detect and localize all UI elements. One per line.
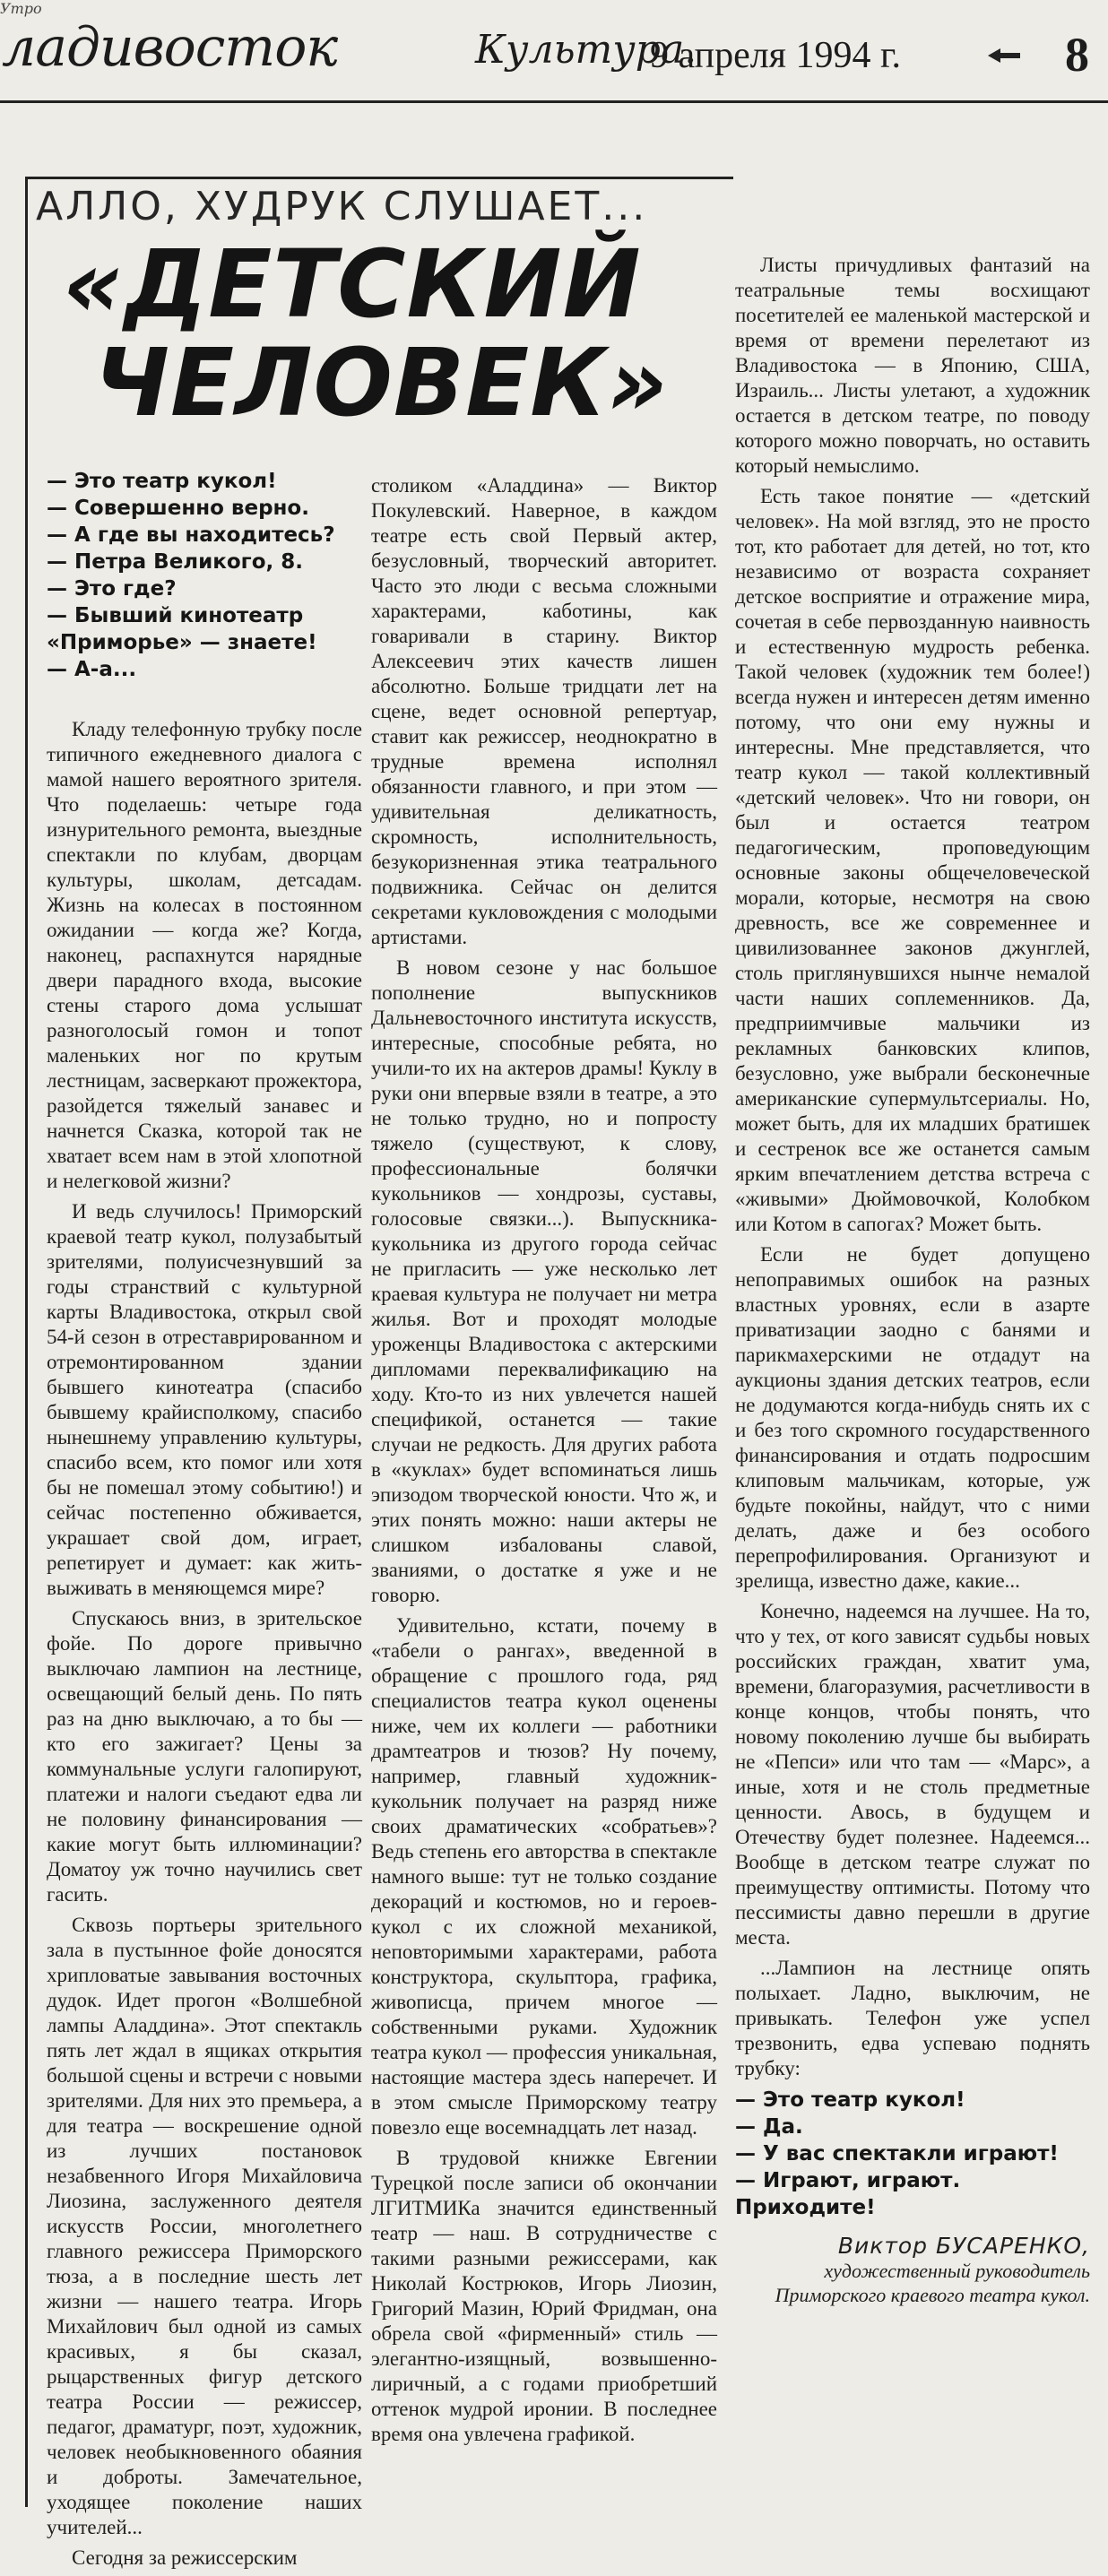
- paragraph: Если не будет допущено непоправимых ошибок на разных властных уровнях, если в азарте приватизации заодно с банями и парикмахерскими не отдадут на аукционы здания детских театров, если не додумаются когда-нибудь снять их с и без того скромного государственного финансирования и отдать подросшим клиповым мальчикам, которые, уж будьте покойны, найдут, что с ними делать, даже и без особого перепрофилирования. Организуют и зрелища, известно даже, какие...: [735, 1243, 1090, 1592]
- paragraph: Спускаюсь вниз, в зрительское фойе. По дороге привычно выключаю лампион на лестнице, освещающий белый день. По пять раз на дню выключаю, а то бы — кто его зажигает? Цены за коммунальные услуги галопируют, платежи и налоги съедают едва ли не половину финансирования — какие могут быть иллюминации? Доматоу уж точно научились свет гасить.: [47, 1607, 362, 1906]
- masthead-date: 9 апреля 1994 г.: [650, 35, 901, 76]
- arrow-icon: [986, 47, 1022, 65]
- closing-dialog: [735, 2087, 1090, 2221]
- article-column-1: [47, 717, 362, 2576]
- masthead-top-fragment: Утро: [0, 0, 42, 17]
- article-column-2: [371, 473, 717, 2452]
- article-column-3: [735, 253, 1090, 2307]
- headline-line-1: «ДЕТСКИЙ: [63, 229, 642, 339]
- page-number: 8: [1065, 28, 1089, 82]
- masthead: [0, 0, 1108, 112]
- masthead-city: ладивосток: [2, 16, 338, 79]
- paragraph: И ведь случилось! Приморский краевой театр кукол, полузабытый зрителями, полуисчезнувший за годы странствий с культурной карты Владивостока, открыл свой 54-й сезон в отреставрированном и отремонтированном здании бывшего кинотеатра (спасибо бывшему крайисполкому, спасибо нынешнему управлению культуры, спасибо всем, кто помог или хотя бы не помешал этому событию!) и сейчас постепенно обживается, украшает свой дом, играет, репетирует и думает: как жить-выживать в меняющемся мире?: [47, 1200, 362, 1599]
- masthead-section: Культура.: [475, 27, 697, 73]
- article-frame-top: [25, 177, 733, 179]
- dialog-line: — Это театр кукол!: [47, 470, 277, 493]
- article-headline: [63, 229, 708, 437]
- dialog-line: — Это где?: [47, 577, 177, 601]
- paragraph: В трудовой книжке Евгении Турецкой после записи об окончании ЛГИТМИКа значится единственный театр — наш. В сотрудничестве с такими разными режиссерами, как Николай Кострюков, Игорь Лиозин, Григорий Мазин, Юрий Фридман, она обрела свой «фирменный» стиль — элегантно-изящный, возвышенно-лиричный, а с годами приобретший оттенок мудрой иронии. В последнее время она увлечена графикой.: [371, 2147, 717, 2445]
- masthead-rule: [0, 100, 1108, 103]
- dialog-line: — Это театр кукол!: [735, 2088, 965, 2112]
- paragraph: столиком «Аладдина» — Виктор Покулевский. Наверное, в каждом театре есть свой Первый актер, безусловный, творческий авторитет. Часто это люди с весьма сложными характерами, каботины, как говаривали в старину. Виктор Алексеевич этих качеств лишен абсолютно. Больше тридцати лет на сцене, ведет основной репертуар, ставит как режиссер, неоднократно в трудные времена исполнял обязанности главного, и при этом — удивительная деликатность, скромность, исполнительность, безукоризненная этика театрального подвижника. Сейчас он делится секретами кукловождения с молодыми артистами.: [371, 474, 717, 948]
- paragraph: Листы причудливых фантазий на театральные темы восхищают посетителей ее маленькой мастерской и время от времени перелетают из Владивостока — в Японию, США, Израиль... Листы улетают, а художник остается в детском театре, по поводу которого можно поворчать, но оставить который немыслимо.: [735, 254, 1090, 477]
- dialog-line: — Да.: [735, 2115, 803, 2139]
- paragraph: Кладу телефонную трубку после типичного ежедневного диалога с мамой нашего вероятного зрителя. Что поделаешь: четыре года изнурительного ремонта, выездные спектакли по клубам, дворцам культуры, школам, детсадам. Жизнь на колесах в постоянном ожидании — когда же? Когда, наконец, распахнутся нарядные двери парадного входа, высокие стены старого дома услышат разноголосый гомон и топот маленьких ног по крутым лестницам, засверкают прожектора, разойдется тяжелый занавес и начнется Сказка, которой так не хватает всем нам в этой хлопотной и нелегковой жизни?: [47, 718, 362, 1192]
- paragraph: В новом сезоне у нас большое пополнение выпускников Дальневосточного института искусств, интересные, способные ребята, но учили-то их на актеров драмы! Куклу в руки они впервые взяли в театре, а это не только трудно, но и попросту тяжело (существуют, к слову, профессиональные болячки кукольников — хондрозы, суставы, голосовые связки...). Выпускника-кукольника из другого города сейчас не пригласить — уже несколько лет краевая культура не получает ни метра жилья. Вот и проходят молодые уроженцы Владивостока с актерскими дипломами переквалификацию на ходу. Кто-то из них увлечется нашей спецификой, останется — такие случаи не редкость. Для других работа в «куклах» будет вспоминаться лишь эпизодом творческой юности. Что ж, и этих понять можно: наши актеры не слишком избалованы славой, званиями, о достатке я уже и не говорю.: [371, 956, 717, 1606]
- paragraph: ...Лампион на лестнице опять полыхает. Ладно, выключим, не привыкать. Телефон уже успел трезвонить, едва успеваю поднять трубку:: [735, 1957, 1090, 2079]
- paragraph: Сквозь портьеры зрительного зала в пустынное фойе доносятся хрипловатые завывания восточных дудок. Идет прогон «Волшебной лампы Аладдина». Этот спектакль пять лет ждал в ящиках открытия большой сцены и встречи с новыми зрителями. Для них это премьера, а для театра — воскрешение одной из лучших постановок незабвенного Игоря Михайловича Лиозина, заслуженного деятеля искусств России, многолетнего главного режиссера Приморского тюза, а в последние шесть лет жизни — нашего театра. Игорь Михайлович был одной из самых красивых, я бы сказал, рыцарственных фигур детского театра России — режиссер, педагог, драматург, поэт, художник, человек необыкновенного обаяния и доброты. Замечательное, уходящее поколение наших учителей...: [47, 1914, 362, 2538]
- dialog-line: — Бывший кинотеатр «Приморье» — знаете!: [47, 604, 317, 654]
- paragraph: Конечно, надеемся на лучшее. На то, что у тех, от кого зависят судьбы новых российских граждан, хватит ума, времени, благоразумия, расчетливости в конце концов, чтобы понять, что новому поколению лучше бы выбирать не «Пепси» или что там — «Марс», а иные, хотя и не столь предметные ценности. Авось, в будущем и Отечеству будет полезнее. Надеемся... Вообще в детском театре служат по преимуществу оптимисты. Потому что пессимисты давно перешли в другие места.: [735, 1600, 1090, 1949]
- article-frame-left: [25, 177, 28, 2507]
- author-role: художественный руководитель Приморского краевого театра кукол.: [775, 2260, 1090, 2306]
- author-name: Виктор БУСАРЕНКО,: [837, 2233, 1090, 2259]
- opening-dialog: [47, 468, 369, 683]
- dialog-line: — Играют, играют. Приходите!: [735, 2169, 961, 2219]
- paragraph: Удивительно, кстати, почему в «табели о рангах», введенной в обращение с прошлого года, ряд специалистов театра кукол оценены ниже, чем их коллеги — работники драмтеатров и тюзов? Ну почему, например, главный художник-кукольник получает на разряд ниже своих драматических «собратьев»? Ведь степень его авторства в спектакле намного выше: тут не только создание декораций и костюмов, но и героев-кукол с их сложной механикой, неповторимыми характерами, работа конструктора, скульптора, графика, живописца, причем многое — собственными руками. Художник театра кукол — профессия уникальная, настоящие мастера здесь наперечет. И в этом смысле Приморскому театру повезло еще восемнадцать лет назад.: [371, 1614, 717, 2139]
- paragraph: Сегодня за режиссерским: [72, 2546, 298, 2569]
- dialog-line: — А где вы находитесь?: [47, 523, 335, 547]
- dialog-line: — У вас спектакли играют!: [735, 2142, 1059, 2165]
- headline-line-2: ЧЕЛОВЕК»: [94, 328, 669, 437]
- dialog-line: — Петра Великого, 8.: [47, 550, 303, 574]
- article-kicker: АЛЛО, ХУДРУК СЛУШАЕТ...: [36, 184, 648, 229]
- dialog-line: — Совершенно верно.: [47, 497, 309, 520]
- dialog-line: — А-а...: [47, 658, 137, 681]
- paragraph: Есть такое понятие — «детский человек». На мой взгляд, это не просто тот, кто работает для детей, но тот, кто независимо от возраста сохраняет детское восприятие и отражение мира, сочетая в себе первозданную наивность и естественную мудрость ребенка. Такой человек (художник тем более!) всегда нужен и интересен детям именно потому, что они ему нужны и интересны. Мне представляется, что театр кукол — такой коллективный «детский человек». Что ни говори, он был и остается театром педагогическим, проповедующим основные законы общечеловеческой морали, которые, несмотря на свою древность, все же современнее и цивилизованнее законов джунглей, столь приглянувшихся нынче немалой части наших соплеменников. Да, предприимчивые мальчики из рекламных банковских клипов, безусловно, уже выбрали бесконечные американские супермультсериалы. Но, может быть, для их младших братишек и сестренок все же останется самым ярким впечатлением детства встреча с «живыми» Дюймовочкой, Колобком или Котом в сапогах? Может быть.: [735, 485, 1090, 1235]
